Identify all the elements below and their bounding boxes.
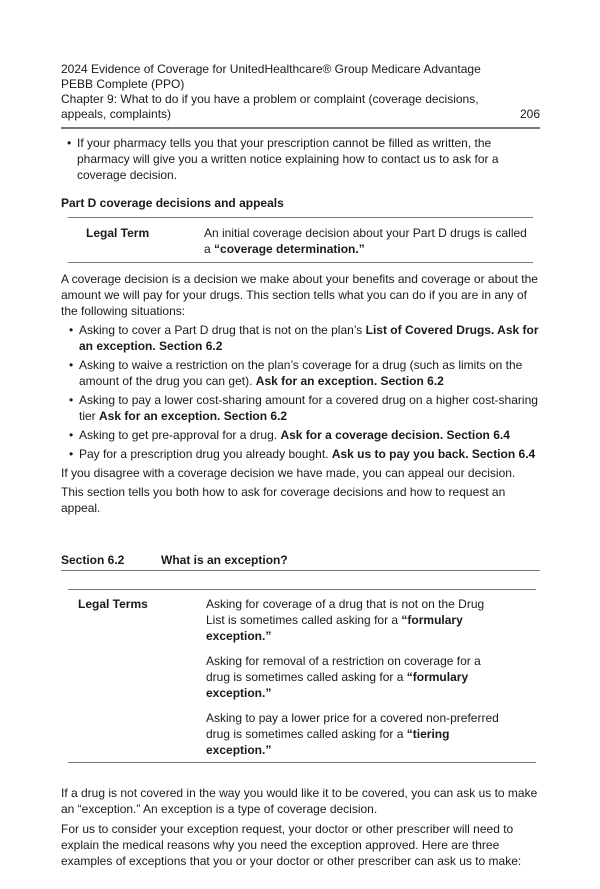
bullet-icon: • xyxy=(69,447,74,461)
legal-terms-table xyxy=(68,589,536,763)
legal-term-table xyxy=(68,217,533,263)
running-header-row xyxy=(61,62,540,122)
term-definition: Asking to pay a lower price for a covered non-preferred drug is sometimes called asking for a “tiering exception.” xyxy=(206,711,499,757)
paragraph: If a drug is not covered in the way you would like it to be covered, you can ask us to make an “exception.” An exception is a type of coverage decision. xyxy=(61,786,538,816)
paragraph: This section tells you both how to ask for coverage decisions and how to request an appeal. xyxy=(61,485,506,515)
intro-bullet: • If your pharmacy tells you that your prescription cannot be filled as written, the pharmacy will give you a written notice explaining how to contact us to ask for a coverage decision. xyxy=(67,136,499,182)
legal-terms-definitions xyxy=(206,596,536,758)
bullet-icon: • xyxy=(69,428,74,442)
list-item: • Asking to get pre-approval for a drug. Ask for a coverage decision. Section 6.4 xyxy=(69,428,510,442)
header-title: 2024 Evidence of Coverage for UnitedHealthcare® Group Medicare Advantage PEBB Complete (PPO) xyxy=(61,62,481,91)
legal-terms-label: Legal Terms xyxy=(78,597,148,611)
section-heading: Part D coverage decisions and appeals xyxy=(61,196,284,210)
list-item: • Pay for a prescription drug you already bought. Ask us to pay you back. Section 6.4 xyxy=(69,447,536,461)
list-item: • Asking to waive a restriction on the plan’s coverage for a drug (such as limits on the amount of the drug you can get). Ask for an exception. Section 6.2 xyxy=(69,358,523,388)
section-title: What is an exception? xyxy=(161,553,288,567)
bullet-icon: • xyxy=(69,323,74,337)
header-divider xyxy=(61,127,540,129)
term-definition: Asking for removal of a restriction on coverage for a drug is sometimes called asking for a “formulary exception.” xyxy=(206,654,481,700)
bullet-icon: • xyxy=(69,358,74,372)
bullet-icon: • xyxy=(67,136,72,150)
section-number: Section 6.2 xyxy=(61,553,125,567)
legal-term-definition: An initial coverage decision about your Part D drugs is called a “coverage determination.” xyxy=(204,226,527,256)
paragraph: A coverage decision is a decision we make about your benefits and coverage or about the amount we will pay for your drugs. This section tells what you can do if you are in any of the following situations: xyxy=(61,272,538,318)
running-header xyxy=(61,62,501,122)
list-item: • Asking to cover a Part D drug that is not on the plan’s List of Covered Drugs. Ask for an exception. Section 6.2 xyxy=(69,323,539,353)
term-definition: Asking for coverage of a drug that is not on the Drug List is sometimes called asking for a “formulary exception.” xyxy=(206,597,485,643)
bullet-icon: • xyxy=(69,393,74,407)
legal-term-label: Legal Term xyxy=(86,226,150,240)
exception-content xyxy=(61,785,540,869)
page-number: 206 xyxy=(519,107,540,121)
paragraph: If you disagree with a coverage decision we have made, you can appeal our decision. xyxy=(61,466,516,480)
header-chapter: Chapter 9: What to do if you have a problem or complaint (coverage decisions, appeals, complaints) xyxy=(61,92,479,121)
section-title-bar xyxy=(61,552,540,571)
list-item: • Asking to pay a lower cost-sharing amount for a covered drug on a higher cost-sharing tier Ask for an exception. Section 6.2 xyxy=(69,393,538,423)
paragraph: For us to consider your exception request, your doctor or other prescriber will need to explain the medical reasons why you need the exception approved. Here are three examples of exceptions that you or your doctor or other prescriber can ask us to make: xyxy=(61,822,522,868)
partd-content xyxy=(61,271,540,516)
